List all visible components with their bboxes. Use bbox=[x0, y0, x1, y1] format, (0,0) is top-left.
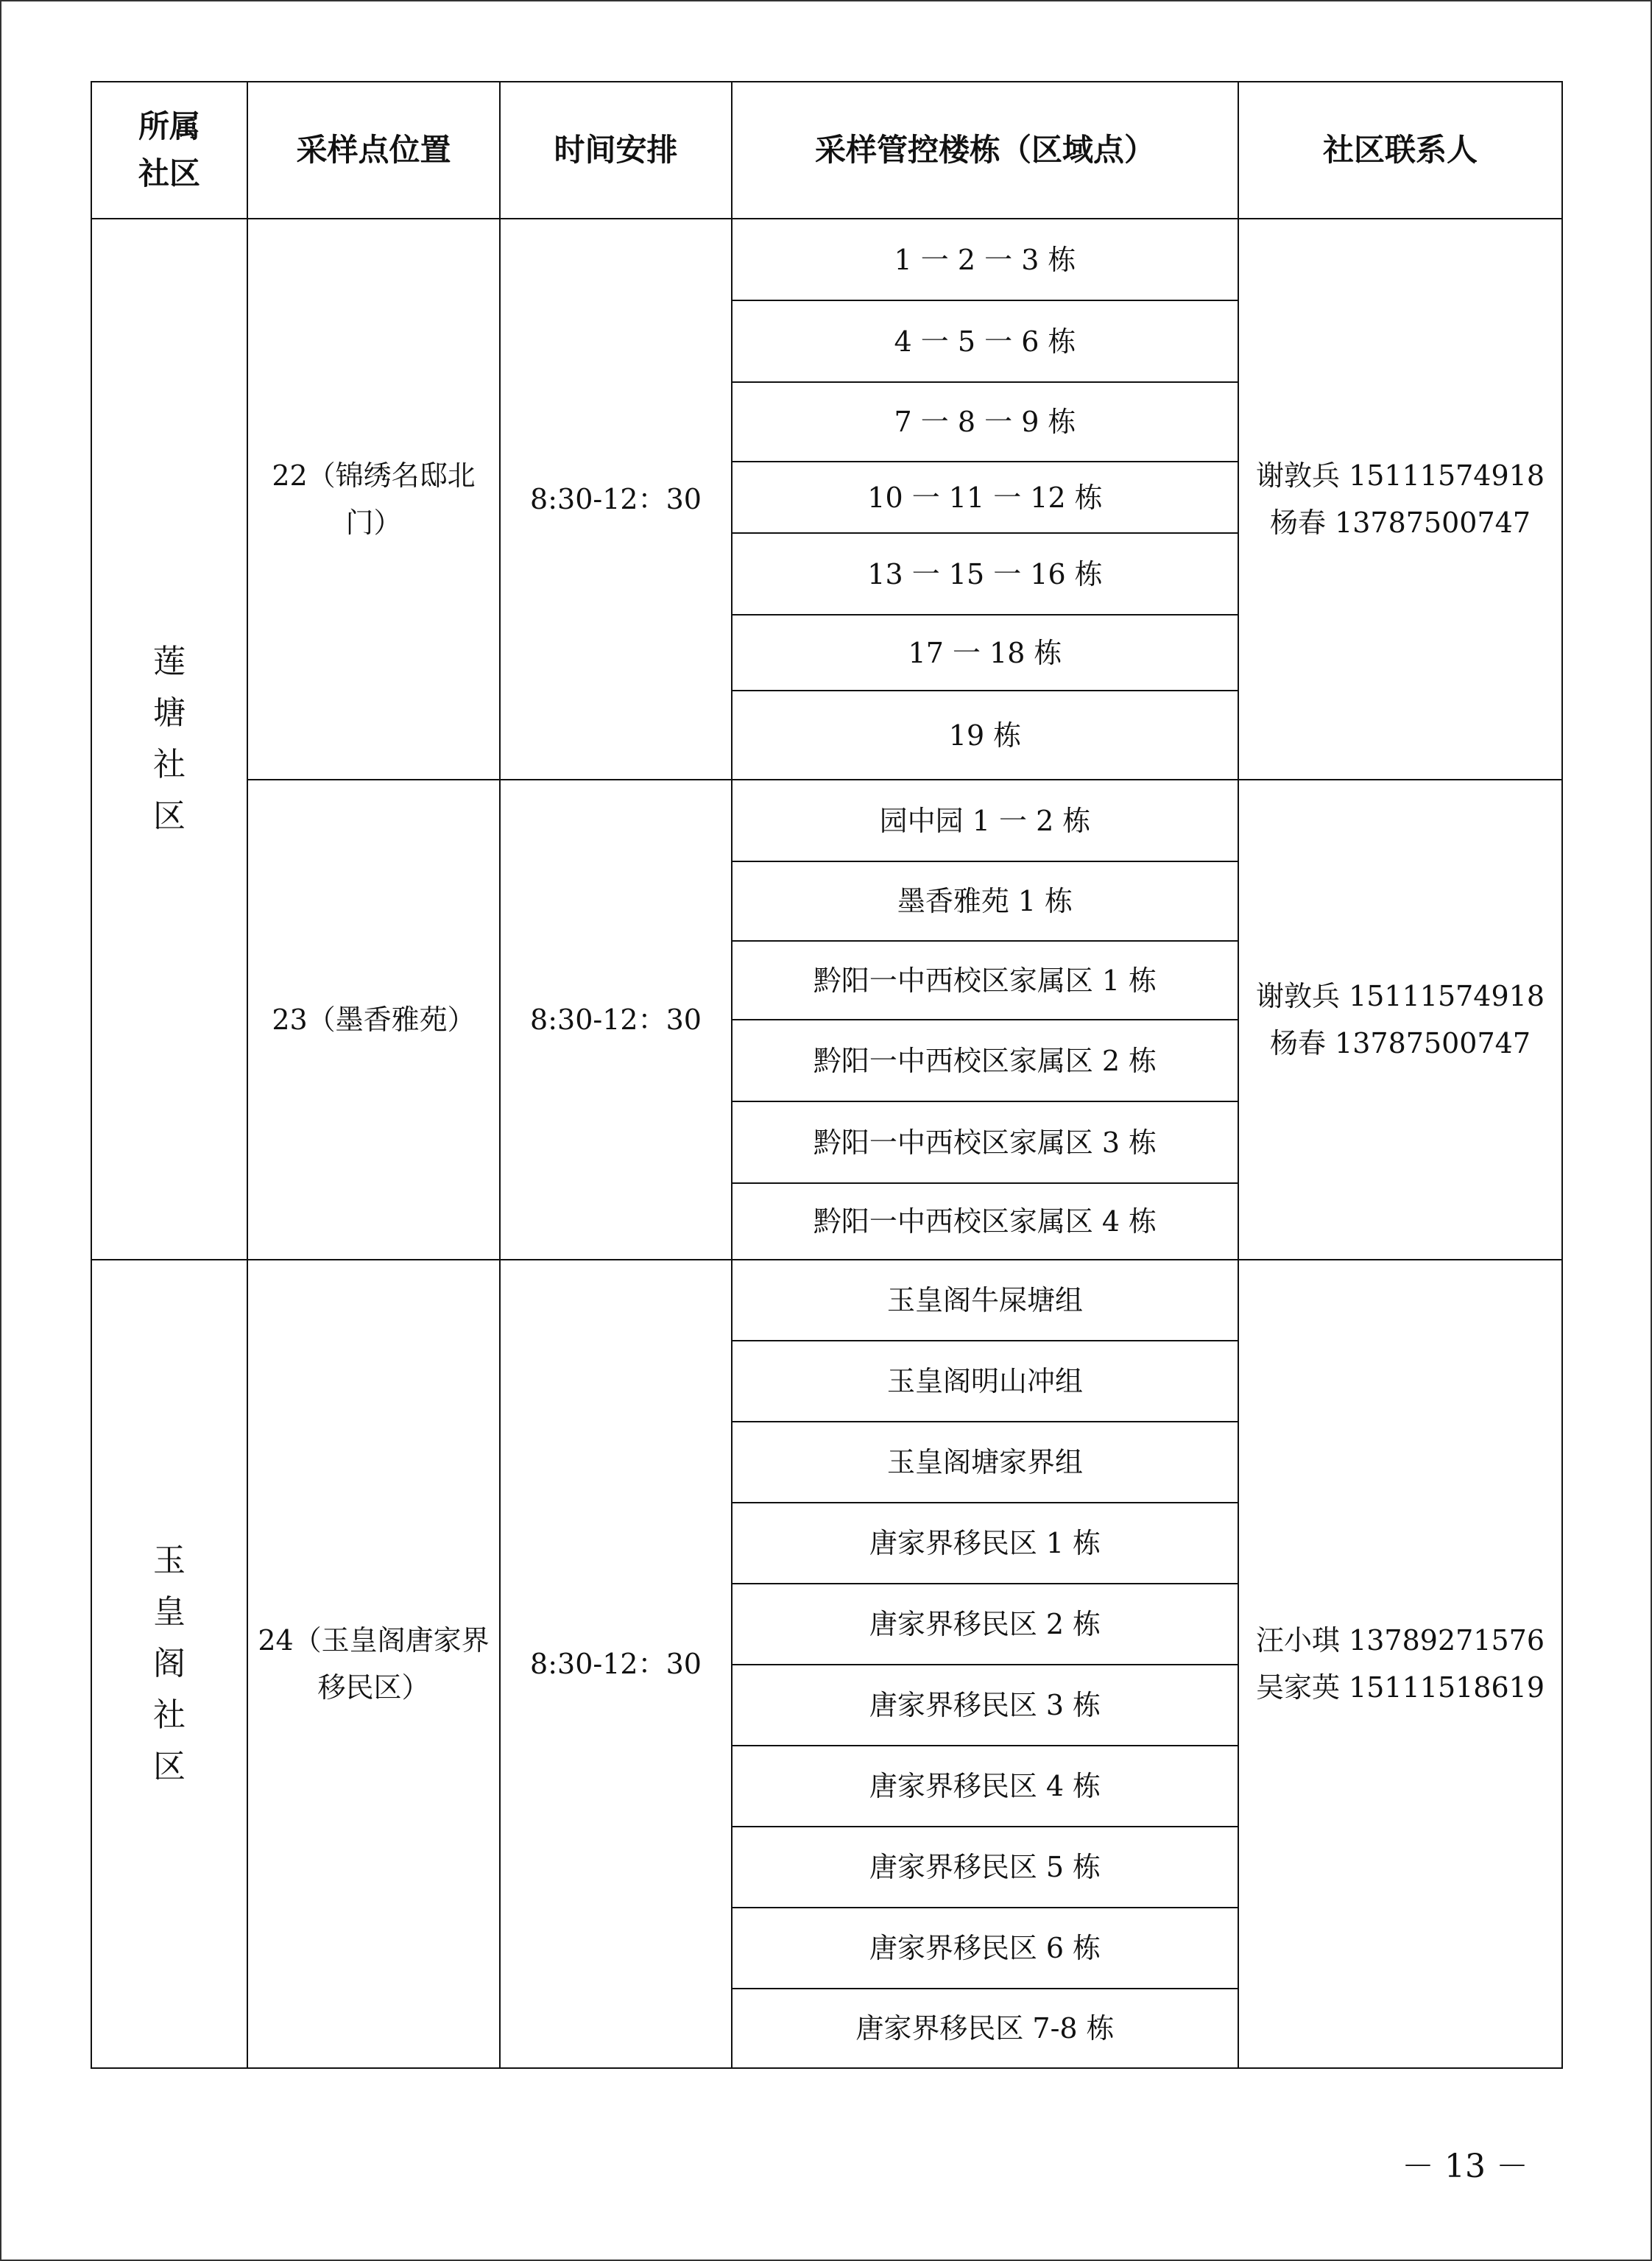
building-cell: 唐家界移民区 5 栋 bbox=[732, 1827, 1238, 1908]
building-cell: 玉皇阁塘家界组 bbox=[732, 1422, 1238, 1503]
building-cell: 墨香雅苑 1 栋 bbox=[732, 861, 1238, 941]
contact-person: 汪小琪 13789271576 bbox=[1255, 1624, 1545, 1657]
building-cell: 黔阳一中西校区家属区 4 栋 bbox=[732, 1183, 1238, 1260]
contact-cell bbox=[1238, 219, 1562, 780]
contact-person: 吴家英 15111518619 bbox=[1255, 1671, 1545, 1704]
building-cell: 黔阳一中西校区家属区 3 栋 bbox=[732, 1101, 1238, 1183]
building-cell: 10 一 11 一 12 栋 bbox=[732, 462, 1238, 533]
building-cell: 13 一 15 一 16 栋 bbox=[732, 533, 1238, 615]
building-cell: 唐家界移民区 3 栋 bbox=[732, 1665, 1238, 1746]
sampling-schedule-table bbox=[91, 81, 1563, 2069]
contact-cell bbox=[1238, 780, 1562, 1260]
building-cell: 唐家界移民区 4 栋 bbox=[732, 1746, 1238, 1827]
header-community bbox=[91, 82, 247, 219]
building-cell: 唐家界移民区 7-8 栋 bbox=[732, 1989, 1238, 2068]
header-site: 采样点位置 bbox=[247, 82, 500, 219]
community-name: 玉皇阁社区 bbox=[152, 1542, 186, 1785]
building-cell: 17 一 18 栋 bbox=[732, 615, 1238, 691]
contact-person: 杨春 13787500747 bbox=[1269, 1027, 1531, 1059]
header-time: 时间安排 bbox=[500, 82, 732, 219]
page-number: － 13 － bbox=[1402, 2148, 1528, 2185]
header-contact: 社区联系人 bbox=[1238, 82, 1562, 219]
building-cell: 黔阳一中西校区家属区 2 栋 bbox=[732, 1020, 1238, 1101]
site-cell: 24（玉皇阁唐家界移民区） bbox=[247, 1260, 500, 2068]
community-cell bbox=[91, 219, 247, 1260]
contact-person: 谢敦兵 15111574918 bbox=[1255, 980, 1545, 1012]
building-cell: 黔阳一中西校区家属区 1 栋 bbox=[732, 941, 1238, 1020]
header-buildings: 采样管控楼栋（区域点） bbox=[732, 82, 1238, 219]
building-cell: 唐家界移民区 1 栋 bbox=[732, 1503, 1238, 1584]
time-cell: 8:30-12：30 bbox=[500, 780, 732, 1260]
building-cell: 唐家界移民区 2 栋 bbox=[732, 1584, 1238, 1665]
site-cell: 23（墨香雅苑） bbox=[247, 780, 500, 1260]
building-cell: 玉皇阁牛屎塘组 bbox=[732, 1260, 1238, 1341]
building-cell: 1 一 2 一 3 栋 bbox=[732, 219, 1238, 300]
site-cell: 22（锦绣名邸北门） bbox=[247, 219, 500, 780]
community-cell bbox=[91, 1260, 247, 2068]
header-community-label: 所属社区 bbox=[138, 108, 200, 191]
community-name: 莲塘社区 bbox=[152, 643, 186, 835]
table-row bbox=[91, 1260, 1562, 1341]
table-row bbox=[91, 780, 1562, 861]
table-row bbox=[91, 219, 1562, 300]
building-cell: 7 一 8 一 9 栋 bbox=[732, 382, 1238, 462]
contact-person: 杨春 13787500747 bbox=[1269, 507, 1531, 539]
time-cell: 8:30-12：30 bbox=[500, 1260, 732, 2068]
header-row bbox=[91, 82, 1562, 219]
building-cell: 唐家界移民区 6 栋 bbox=[732, 1908, 1238, 1989]
time-cell: 8:30-12：30 bbox=[500, 219, 732, 780]
building-cell: 4 一 5 一 6 栋 bbox=[732, 300, 1238, 382]
contact-cell bbox=[1238, 1260, 1562, 2068]
building-cell: 玉皇阁明山冲组 bbox=[732, 1341, 1238, 1422]
building-cell: 园中园 1 一 2 栋 bbox=[732, 780, 1238, 861]
building-cell: 19 栋 bbox=[732, 691, 1238, 780]
contact-person: 谢敦兵 15111574918 bbox=[1255, 459, 1545, 492]
